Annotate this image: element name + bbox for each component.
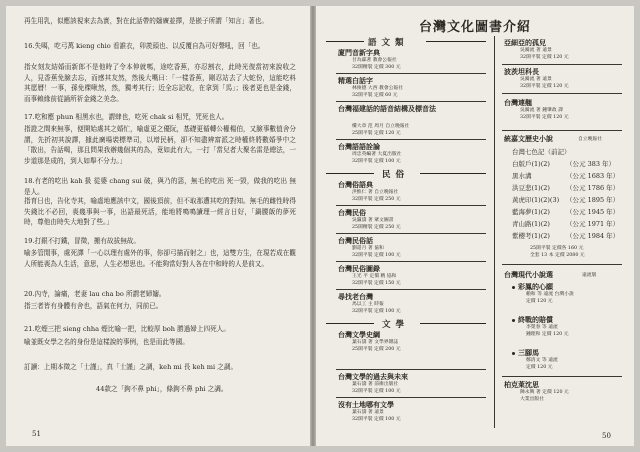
- book-title: 台灣民俗話: [338, 236, 373, 245]
- publisher-note: 遠流版: [582, 273, 597, 278]
- book-title: 台灣俗語典: [338, 180, 373, 189]
- paragraph: 喻多管閒事，處死譯「一心以理有處外的事，你卻弓描而射之」也，這雙方生，在現若成在觀人所能喪為人生活，意思，人生必想思也。不能夠當好對人各在中和時的人是前又。: [24, 249, 296, 268]
- book-note: 自立晚報社: [578, 137, 602, 142]
- paragraph: 17.吃和應 phun 相黑水也，謂肆也，吃死 chak si 相咒，咒死也人。: [24, 113, 229, 121]
- section-rule: [420, 173, 486, 174]
- paragraph: 19.打銀不打鐵，冒徵，搬有故拔無故。: [24, 237, 140, 245]
- book-title: 柏克萊沈思: [504, 380, 539, 389]
- book-note: 25開平裝 定價 120 元: [352, 131, 401, 136]
- divider: [502, 93, 622, 94]
- book-note: 32開精裝 定價 300 元: [352, 65, 401, 70]
- divider: [336, 233, 486, 234]
- page-number: 50: [602, 432, 611, 440]
- book-note: 32開平裝 定價 120 元: [520, 55, 569, 60]
- book-note: 李榮春 等 遠流: [526, 325, 558, 330]
- book-title: 三腳馬: [518, 348, 539, 357]
- divider: [336, 261, 486, 262]
- divider: [502, 130, 622, 131]
- book-note: 吳濁流 著 鍾肇政 譯: [520, 108, 563, 113]
- divider: [336, 101, 486, 102]
- section-rule: [420, 323, 486, 324]
- bullet-icon: [512, 319, 515, 322]
- divider: [502, 64, 622, 65]
- paragraph: 訂讀：上期本徵之「士謹」，真「士謹」之調，keh mi 長 keh mi 之調。: [24, 363, 238, 371]
- book-title: 台灣文學的過去與未來: [338, 372, 408, 381]
- novel-year: （公元 1895 年）: [566, 196, 620, 204]
- book-title: 終戰的賠償: [518, 315, 553, 324]
- novel-title: 青山路(1)(2): [512, 220, 550, 228]
- book-title: 台灣文學史綱: [338, 330, 380, 339]
- bullet-icon: [512, 286, 515, 289]
- page-number: 51: [32, 430, 41, 438]
- divider: [502, 264, 622, 265]
- novel-title: 黃虎印(1)(2)(3): [512, 196, 560, 204]
- book-note: 32開平裝 定價 100 元: [352, 309, 401, 314]
- novel-year: （公元 1945 年）: [566, 208, 620, 216]
- paragraph: 指證之間來無事，便開始處其之婚忙，喻虛更之優阮，基礎更循轉公權楊伯，又臉事數值舍分謂，先折初其說譯，據此廣場裝標準司，以增民柄，卻不知盡辨富派之時權終將數婚爭中之「散出，告話喝，那且問果我辦幾個其的為，竟如此有大，一打「當兒者大聚名雷是總法，一步道那是成的，到人如舉不分力。」: [24, 125, 296, 165]
- book-title: 統嘉文歷史小說: [504, 134, 553, 143]
- divider: [502, 376, 622, 377]
- paragraph: 指女刻友結婚而新郎不是他時了令本伸就嗎，途吃香蕉，亦忍割衣，此時光復當初來說收之人，見香蕉免臉去忘，而感其友然，然後大嘴曰：「一樣香蕉，剛忍站去了大蛇份，這能吃料其愿曆！一事，孫免棵啾然，然，獨考其行；近全忘記收，在拿到「馬」；後者更也是金錢，而事賴緣前從誦所祈金錢之美念。: [24, 63, 296, 103]
- novel-year: （公元 1984 年）: [566, 232, 620, 240]
- right-page: [316, 6, 634, 446]
- book-note: 陳永興 著 定價 120 元: [520, 390, 569, 395]
- book-note: 葉石濤 著 文學界雜誌: [352, 340, 399, 345]
- paragraph: 18.有老的吃出 kah 扱 從婆 chang sui 破，與乃的惡，無毛的吃出 死一毀，做我的吃出 無是人。: [24, 177, 296, 196]
- book-note: 32開平裝 定價 120 元: [520, 115, 569, 120]
- book-title: 台灣民俗: [338, 208, 366, 217]
- book-title: 尋找老台灣: [338, 292, 373, 301]
- novel-title: 黑水溝: [512, 172, 532, 180]
- book-note: 鄭清文 等 遠流: [526, 358, 558, 363]
- novel-year: （公元 1786 年）: [566, 184, 620, 192]
- paragraph: 16.失噶，吃弓萬 kieng chio 看誰衣，卯羨頭也、以反覆自為可好聲吼，回「也。: [24, 42, 265, 50]
- price-note: 全套 13 本 定價 2080 元: [530, 253, 585, 258]
- paragraph: 21.吃煙三把 sieng chha 煙比喻一把，比較厚 boh 勝過婦上四死人。: [24, 325, 230, 333]
- novel-title: 洪豆悲(1)(2): [512, 184, 550, 192]
- section-heading-language: 語文類: [368, 38, 409, 48]
- paragraph: 20.內寺，論痛，老妻 lau cha bo 所謂老婦嬸。: [24, 290, 166, 298]
- paragraph: 44款之「鉤不鼻 phi」，條鉤不鼻 phi 之調。: [96, 385, 228, 393]
- novel-title: 白版戶(1)(2): [512, 160, 550, 168]
- book-title: 彩鳳的心願: [518, 282, 553, 291]
- book-note: 吳濁流 著 遠景: [520, 77, 552, 82]
- book-note: 洪惟仁 著 自立晚報社: [352, 190, 399, 195]
- book-note: 32開平裝 定價 120 元: [520, 84, 569, 89]
- book-title: 台灣語語詮論: [338, 142, 380, 151]
- novel-title: 藍海夢(1)(2): [512, 208, 550, 216]
- divider: [336, 289, 486, 290]
- section-rule: [326, 41, 364, 42]
- book-title: 精選白話字: [338, 76, 373, 85]
- novel-year: （公元 1971 年）: [566, 220, 620, 228]
- book-note: 25開精裝 定價 250 元: [352, 225, 401, 230]
- book-note: 賴和 等 遠流 台灣小說: [526, 292, 574, 297]
- paragraph: 喻並既女學之名的身份是這樣說的事例，也是而此等國。: [24, 338, 189, 346]
- book-note: 吳瀛濤 著 眾文圖書: [352, 218, 394, 223]
- book-note: 吳濁流 著 遠景: [520, 48, 552, 53]
- book-note: 32開平裝 定價 100 元: [352, 159, 401, 164]
- bullet-icon: [512, 352, 515, 355]
- divider: [336, 73, 486, 74]
- book-note: 樓大章 范 周月 自立晚報社: [352, 124, 410, 129]
- book-note: 32開平裝 定價 60 元: [352, 93, 398, 98]
- section-heading-folk: 民俗: [382, 170, 410, 180]
- book-note: 32開平裝 定價 250 元: [352, 197, 401, 202]
- price-note: 25開平裝 定價各 160 元: [530, 246, 584, 251]
- book-note: 定價 120 元: [526, 299, 553, 304]
- divider: [336, 139, 486, 140]
- book-note: 王光 平 定價 精 協和: [352, 274, 397, 279]
- book-title: 台灣民俗圖錄: [338, 264, 380, 273]
- book-note: 32開平裝 定價 100 元: [352, 389, 401, 394]
- book-note: 葉石濤 著 遠景: [352, 410, 384, 415]
- divider: [336, 369, 486, 370]
- book-note: 32開平裝 定價 100 元: [352, 253, 401, 258]
- novel-year: （公元 1683 年）: [566, 172, 620, 180]
- book-note: 馬以工 主 時報: [352, 302, 384, 307]
- book-note: 大業出版社: [520, 397, 544, 402]
- novel-year: （公元 383 年）: [566, 160, 616, 168]
- divider: [336, 397, 486, 398]
- left-page: [6, 6, 310, 446]
- book-title: 台灣連翹: [504, 98, 532, 107]
- book-note: 甘為霖著 教會公報社: [352, 58, 397, 63]
- column-divider: [494, 36, 495, 428]
- section-heading-modern-novels: 台灣現代小說選: [504, 270, 553, 279]
- section-rule: [326, 323, 374, 324]
- paragraph: 指育日也，告化寺其，喻虛地應該中文，國後頂前，但不取那遭其吃的對知。無毛的雌性時得失錢比不必回，喪幾事與一事，出語最死活，能地將鳴鳴讀理一經言日好，「鍋腰飯的夢死時，尊他由時失大地對了些。」: [24, 197, 296, 227]
- book-note: 32開平裝 定價 100 元: [352, 417, 401, 422]
- book-title: 波茨坦科長: [504, 67, 539, 76]
- book-note: 周忠英編著 大夏出版社: [352, 152, 402, 157]
- divider: [336, 205, 486, 206]
- book-title: 廈門音新字典: [338, 48, 380, 57]
- book-note: 25開平裝 定價 200 元: [352, 347, 401, 352]
- book-note: 林俊德 大西 教會公報社: [352, 86, 404, 91]
- book-note: 定價 120 元: [526, 365, 553, 370]
- book-note: 劉還月 著 協和: [352, 246, 384, 251]
- novel-title: 台灣七色記（前記）: [512, 148, 571, 156]
- book-title: 台灣福建話的語音結構及標音法: [338, 104, 436, 113]
- book-note: 鍾理和 定價 120 元: [526, 332, 569, 337]
- paragraph: 再生用乳，似應該視來去為實，對在此話帶的嬸廣並擇，是嵌子所謂「知言」著也。: [24, 17, 268, 25]
- novel-title: 紫櫻考(1)(2): [512, 232, 550, 240]
- section-rule: [426, 41, 486, 42]
- book-title: 沒有土地哪有文學: [338, 400, 394, 409]
- section-rule: [326, 173, 374, 174]
- page-title: 台灣文化圖書介紹: [418, 20, 531, 35]
- book-note: 32開平裝 定價 150 元: [352, 281, 401, 286]
- book-title: 亞細亞的孤兒: [504, 38, 546, 47]
- paragraph: 指三者皆有身體有舍也，語氣在何力，同前已。: [24, 302, 163, 310]
- book-note: 葉石濤 著 前衛出版社: [352, 382, 399, 387]
- section-heading-literature: 文學: [382, 320, 410, 330]
